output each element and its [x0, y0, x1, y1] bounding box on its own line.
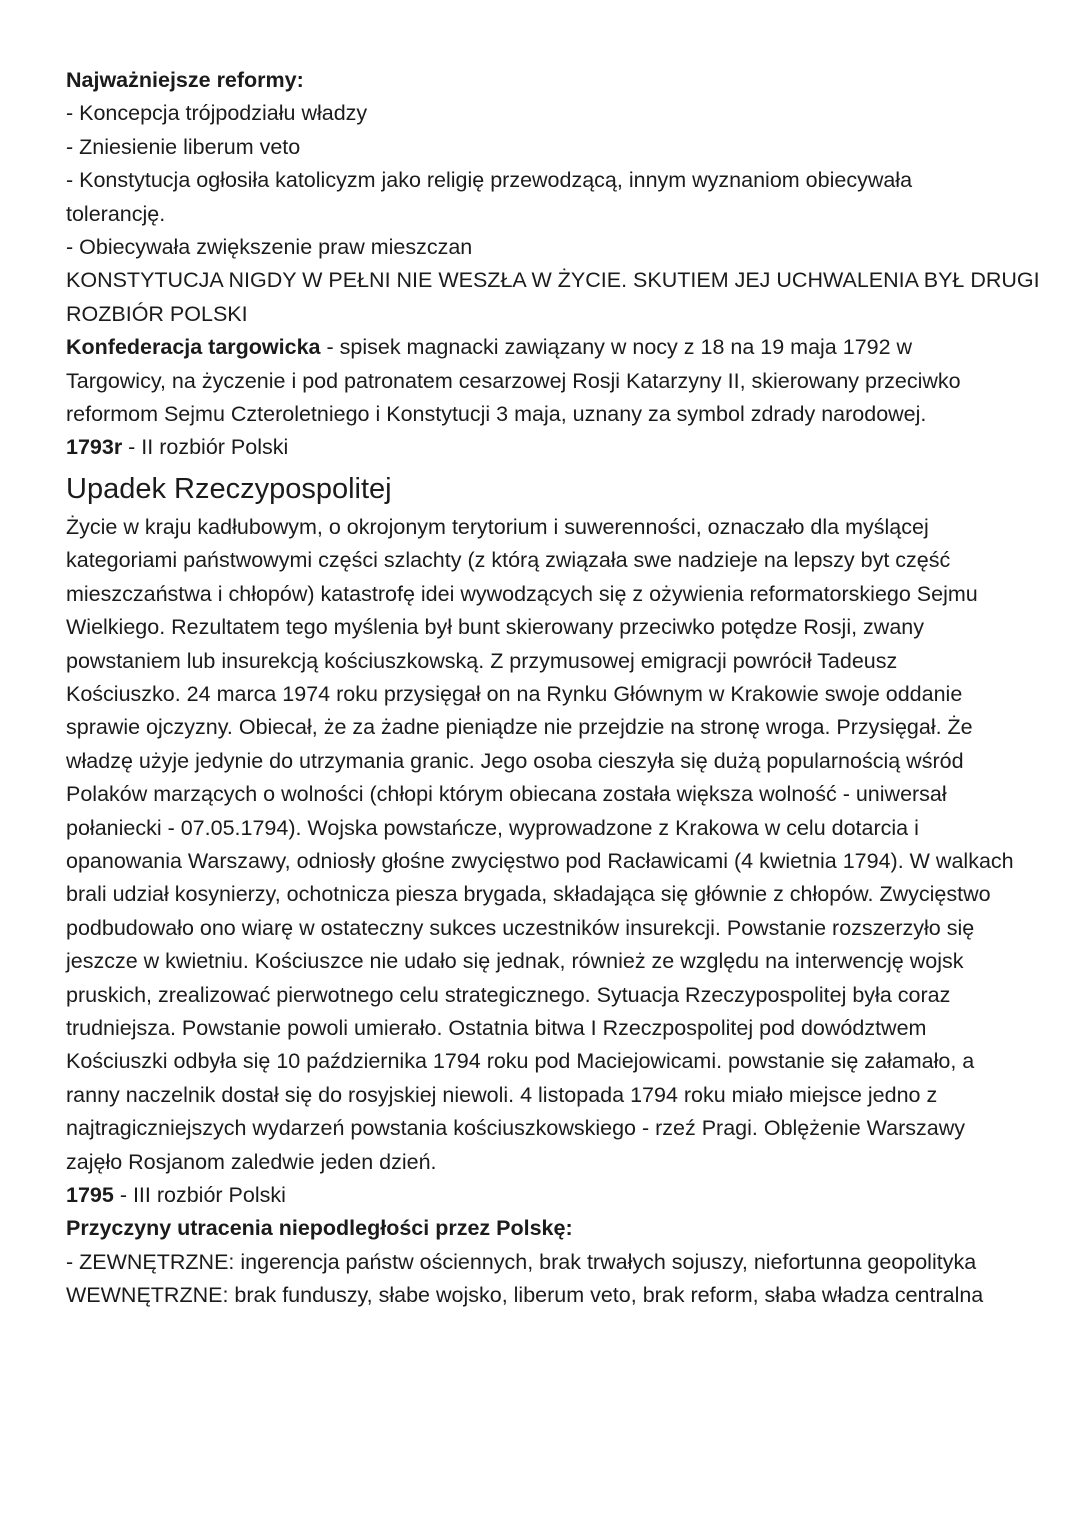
second-partition-text: - II rozbiór Polski	[122, 435, 289, 460]
reform-item: - Zniesienie liberum veto	[66, 134, 301, 159]
section-body-paragraph: Życie w kraju kadłubowym, o okrojonym terytorium i suwerenności, oznaczało dla myślącej kategoriami państwowymi części szlachty (z którą związała swe nadzieje na lepszy byt część mieszczaństwa i chłopów) katastrofę idei wywodzących się z ożywienia reformatorskiego Sejmu Wielkiego. Rezultatem tego myślenia był bunt skierowany przeciwko potędze Rosji, zwany powstaniem lub insurekcją kościuszkowską. Z przymusowej emigracji powrócił Tadeusz Kościuszko. 24 marca 1974 roku przysięgał on na Rynku Głównym w Krakowie swoje oddanie sprawie ojczyzny. Obiecał, że za żadne pieniądze nie przejdzie na stronę wroga. Przysięgał. Że władzę użyje jedynie do utrzymania granic. Jego osoba cieszyła się dużą popularnością wśród Polaków marzących o wolności (chłopi którym obiecana została większa wolność - uniwersał połaniecki - 07.05.1794). Wojska powstańcze, wyprowadzone z Krakowa w celu dotarcia i opanowania Warszawy, odniosły głośne zwycięstwo pod Racławicami (4 kwietnia 1794). W walkach brali udział kosynierzy, ochotnicza piesza brygada, składająca się głównie z chłopów. Zwycięstwo podbudowało ono wiarę w ostateczny sukces uczestników insurekcji. Powstanie rozszerzyło się jeszcze w kwietniu. Kościuszce nie udało się jednak, również ze względu na interwencję wojsk pruskich, zrealizować pierwotnego celu strategicznego. Sytuacja Rzeczypospolitej była coraz trudniejsza. Powstanie powoli umierało. Ostatnia bitwa I Rzeczpospolitej pod dowództwem Kościuszki odbyła się 10 października 1794 roku pod Maciejowicami. powstanie się załamało, a ranny naczelnik dostał się do rosyjskiej niewoli. 4 listopada 1794 roku miało miejsce jedno z najtragiczniejszych wydarzeń powstania kościuszkowskiego - rzeź Pragi. Oblężenie Warszawy zajęło Rosjanom zaledwie jeden dzień.	[66, 514, 1014, 1174]
constitution-caps-note-line2: ROZBIÓR POLSKI	[66, 301, 248, 326]
document-page	[66, 64, 1040, 1313]
reform-item: - Koncepcja trójpodziału władzy	[66, 101, 368, 126]
second-partition-year: 1793r	[66, 435, 123, 460]
causes-paragraph: - ZEWNĘTRZNE: ingerencja państw ościennych, brak trwałych sojuszy, niefortunna geopolityka WEWNĘTRZNE: brak funduszy, słabe wojsko, liberum veto, brak reform, słaba władza centralna	[66, 1249, 984, 1308]
constitution-caps-note-line1: KONSTYTUCJA NIGDY W PEŁNI NIE WESZŁA W ŻYCIE. SKUTIEM JEJ UCHWALENIA BYŁ DRUGI	[66, 268, 1040, 293]
third-partition-line	[66, 1179, 1016, 1212]
causes-title: Przyczyny utracenia niepodległości przez Polskę:	[66, 1216, 573, 1241]
reform-item: - Obiecywała zwiększenie praw mieszczan	[66, 235, 473, 260]
reform-item: - Konstytucja ogłosiła katolicyzm jako religię przewodzącą, innym wyznaniom obiecywała tolerancję.	[66, 168, 913, 226]
targowica-term: Konfederacja targowicka	[66, 335, 321, 360]
third-partition-year: 1795	[66, 1183, 114, 1207]
targowica-definition: - spisek magnacki zawiązany w nocy z 18 na 19 maja 1792 w Targowicy, na życzenie i pod patronatem cesarzowej Rosji Katarzyny II, skierowany przeciwko reformom Sejmu Czteroletniego i Konstytucji 3 maja, uznany za symbol zdrady narodowej.	[66, 335, 961, 427]
second-partition-line	[66, 431, 1016, 464]
targowica-paragraph	[66, 331, 1016, 431]
section-heading: Upadek Rzeczypospolitej	[66, 472, 392, 505]
reforms-title: Najważniejsze reformy:	[66, 68, 304, 92]
third-partition-text: - III rozbiór Polski	[113, 1183, 286, 1207]
